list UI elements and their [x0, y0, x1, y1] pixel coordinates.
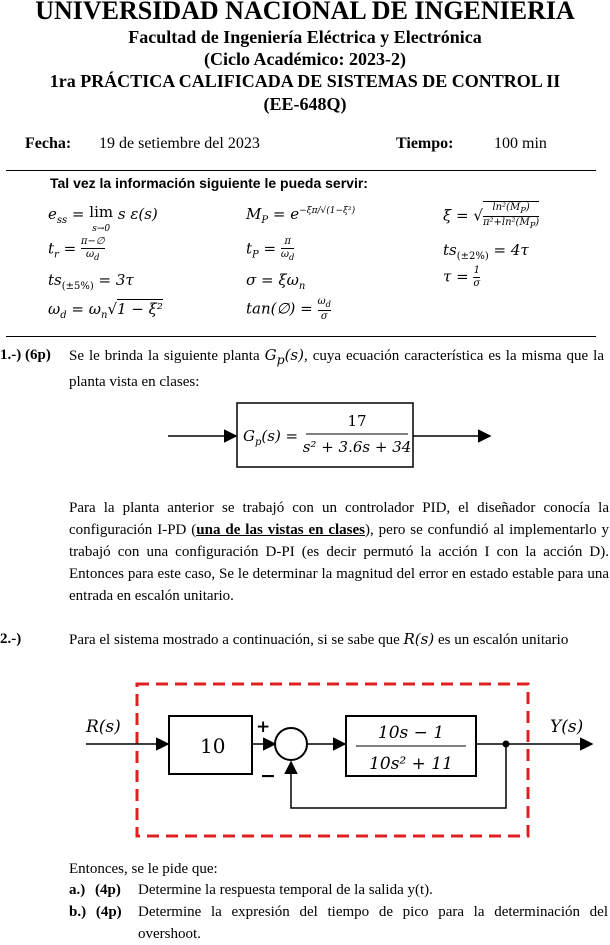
university-title: UNIVERSIDAD NACIONAL DE INGENIERIA [35, 0, 575, 25]
formula-tr: $t_r$ = $\frac{\pi-\emptyset}{\omega_d}$ [48, 236, 105, 262]
output-label: Y(s) [550, 717, 584, 737]
date-label: Fecha: [25, 135, 72, 152]
formula-sigma: $\sigma = \xi\omega_n$ [246, 271, 306, 292]
formula-ess: $e_{ss} = \lim$ s→0 s ε(s) [48, 203, 158, 234]
formula-heading: Tal vez la información siguiente le pueda servir: [50, 175, 368, 191]
input-label: R(s) [86, 717, 121, 737]
q2-item-b: b.) (4p) [69, 904, 122, 920]
time-value: 100 min [494, 135, 547, 152]
tf-denominator: 10s² + 11 [369, 754, 453, 774]
q2-item-b-text: Determine la expresión del tiempo de pico para la determinación del overshoot. [138, 904, 608, 942]
plus-sign: + [256, 717, 271, 737]
tf-numerator: 10s − 1 [377, 723, 445, 743]
q2-then: Entonces, se le pide que: [69, 861, 218, 877]
q1-intro: Se le brinda la siguiente planta $G_p(s)$, cuya ecuación característica es la misma que la planta vista en clases: [69, 346, 604, 390]
cycle-title: (Ciclo Académico: 2023-2) [204, 49, 406, 69]
formula-ts2: $ts_{(\pm 2\%)} = 4\tau$ [443, 241, 529, 262]
plant-label: $G_p(s)$ = [243, 427, 299, 448]
gain-value: 10 [200, 734, 226, 758]
divider-bottom [6, 336, 596, 337]
formula-tau: τ = $\frac{1}{\sigma}$ [443, 265, 481, 289]
minus-sign: − [260, 765, 276, 787]
formula-ts5: $ts_{(\pm 5\%)} = 3\tau$ [48, 271, 134, 292]
q2-number: 2.-) [0, 631, 22, 647]
faculty-title: Facultad de Ingeniería Eléctrica y Electrónica [128, 27, 482, 47]
formula-wd: $\omega_d = \omega_n√1 - \xi^2$ [48, 300, 163, 321]
q2-item-a-text: Determine la respuesta temporal de la salida y(t). [138, 882, 433, 898]
plant-numerator: 17 [347, 412, 367, 430]
formula-tan: tan(∅) = $\frac{\omega_d}{\sigma}$ [246, 296, 332, 322]
plant-denominator: s² + 3.6s + 34 [302, 438, 412, 456]
exam-title: 1ra PRÁCTICA CALIFICADA DE SISTEMAS DE CONTROL II [49, 71, 561, 91]
date-value: 19 de setiembre del 2023 [99, 135, 260, 152]
q2-block-diagram [80, 680, 600, 840]
formula-mp: $M_P = e^{-\xi\pi/√(1-\xi^2)}$ [246, 205, 356, 226]
summing-junction [275, 728, 307, 760]
formula-xi: ξ = √ $\frac{\ln^2(M_P)}{\pi^2+\ln^2(M_P)}$ [443, 202, 540, 230]
q1-number: 1.-) (6p) [0, 347, 51, 363]
divider-top [6, 170, 596, 171]
q1-plant-diagram [160, 398, 500, 470]
course-code: (EE-648Q) [263, 94, 347, 114]
time-label: Tiempo: [396, 135, 454, 152]
formula-tp: $t_P$ = $\frac{\pi}{\omega_d}$ [246, 236, 295, 262]
q2-item-a: a.) (4p) [69, 882, 121, 898]
q1-body: Para la planta anterior se trabajó con un controlador PID, el diseñador conocía la configuración I-PD (una de las vistas en clases), pero se confundió al implementarlo y trabajó con una configuración D-PI (es decir permutó la acción I con la acción D). Entonces para este caso, Se le determinar la magnitud del error en estado estable para una entrada en escalón unitario. [69, 500, 609, 604]
q2-intro: Para el sistema mostrado a continuación, si se sabe que R(s) es un escalón unitario [69, 630, 569, 648]
